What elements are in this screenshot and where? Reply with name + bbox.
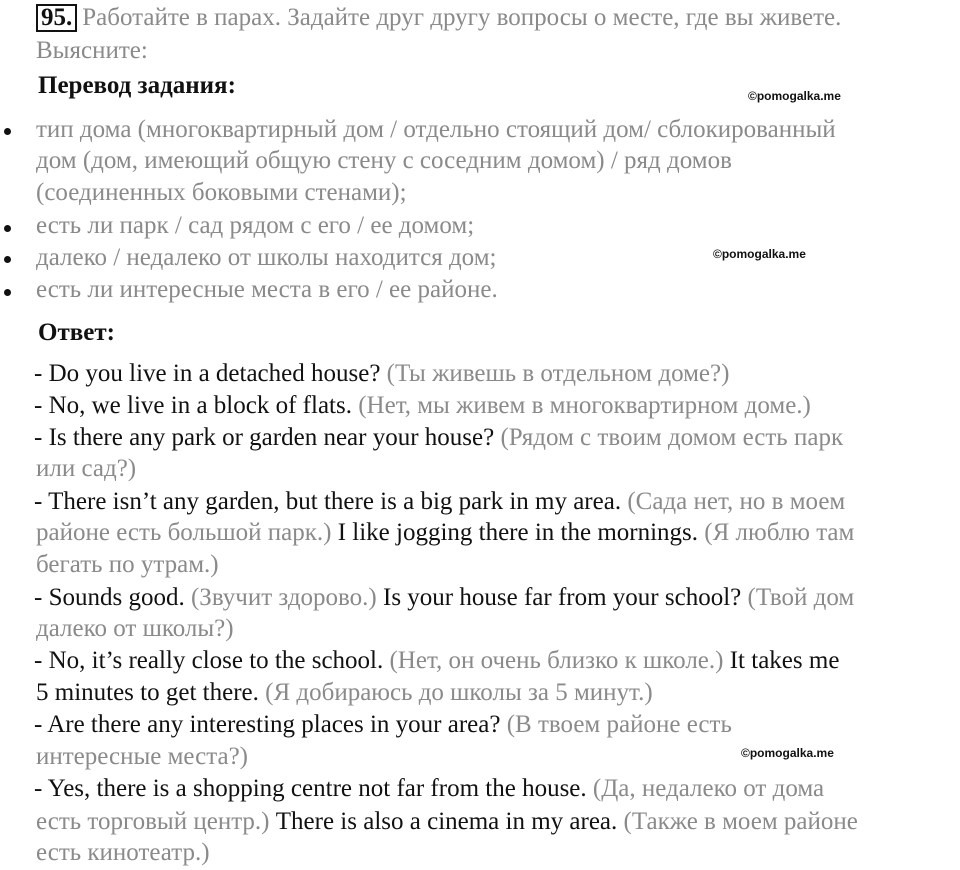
dialogue-line-1 <box>34 359 729 389</box>
dialogue-line-2 <box>34 391 811 421</box>
line-12-en: - Are there any interesting places in your area? <box>34 711 501 738</box>
line-14-ru: (Да, недалеко от дома <box>586 775 825 802</box>
watermark-3: ©pomogalka.me <box>741 746 834 760</box>
line-8-ru: (Звучит здорово.) <box>184 584 377 611</box>
bullet-dot-3 <box>4 256 11 263</box>
line-11-en: 5 minutes to get there. <box>36 679 259 706</box>
line-6-ru: районе есть большой парк.) <box>36 519 332 546</box>
line-3-ru: (Рядом с твоим домом есть парк <box>494 424 844 451</box>
line-2-en: - No, we live in a block of flats. <box>34 392 352 419</box>
line-6-en: I like jogging there in the mornings. <box>331 519 699 546</box>
dialogue-line-4: или сад?) <box>36 455 137 482</box>
bullet-dot-4 <box>4 289 11 296</box>
dialogue-line-6 <box>36 518 854 548</box>
line-10-en-2: It takes me <box>723 647 840 674</box>
bullet-1-line-3: (соединенных боковыми стенами); <box>36 179 407 206</box>
dialogue-line-5 <box>34 487 845 517</box>
bullet-dot-1 <box>4 128 11 135</box>
line-15-en: There is also a cinema in my area. <box>269 808 618 835</box>
dialogue-line-12 <box>34 710 732 740</box>
task-line-2: Выясните: <box>36 37 148 64</box>
line-3-en: - Is there any park or garden near your house? <box>34 424 495 451</box>
line-8-en-2: Is your house far from your school? <box>376 584 742 611</box>
line-5-ru: (Сада нет, но в моем <box>621 488 846 515</box>
line-12-ru: (В твоем районе есть <box>500 711 732 738</box>
line-10-en: - No, it’s really close to the school. <box>34 647 384 674</box>
line-6-ru-2: (Я люблю там <box>698 519 855 546</box>
dialogue-line-11 <box>36 678 653 708</box>
bullet-dot-2 <box>4 225 11 232</box>
dialogue-line-8 <box>34 583 854 613</box>
answer-heading: Ответ: <box>38 319 115 346</box>
dialogue-line-16: есть кинотеатр.) <box>36 839 210 866</box>
task-number: 95. <box>36 4 77 32</box>
line-11-ru: (Я добираюсь до школы за 5 минут.) <box>258 679 653 706</box>
dialogue-line-15 <box>36 807 858 837</box>
task-line-1 <box>36 3 841 33</box>
bullet-2: есть ли парк / сад рядом с его / ее домом; <box>36 212 475 239</box>
line-1-en: - Do you live in a detached house? <box>34 360 381 387</box>
bullet-3: далеко / недалеко от школы находится дом; <box>36 244 497 271</box>
bullet-1-line-1: тип дома (многоквартирный дом / отдельно стоящий дом/ сблокированный <box>36 116 836 143</box>
watermark-2: ©pomogalka.me <box>713 247 806 261</box>
dialogue-line-10 <box>34 646 839 676</box>
dialogue-line-14 <box>34 774 824 804</box>
bullet-4: есть ли интересные места в его / ее районе. <box>36 276 498 303</box>
line-15-ru-2: (Также в моем районе <box>617 808 858 835</box>
task-text-1: Работайте в парах. Задайте друг другу вопросы о месте, где вы живете. <box>82 4 842 31</box>
translation-heading: Перевод задания: <box>38 72 236 99</box>
watermark-1: ©pomogalka.me <box>748 89 841 103</box>
line-8-ru-2: (Твой дом <box>741 584 855 611</box>
dialogue-line-9: далеко от школы?) <box>36 615 234 642</box>
line-1-ru: (Ты живешь в отдельном доме?) <box>380 360 730 387</box>
line-5-en: - There isn’t any garden, but there is a big park in my area. <box>34 488 622 515</box>
line-14-en: - Yes, there is a shopping centre not far from the house. <box>34 775 587 802</box>
dialogue-line-7: бегать по утрам.) <box>36 551 219 578</box>
bullet-1-line-2: дом (дом, имеющий общую стену с соседним домом) / ряд домов <box>36 147 732 174</box>
line-15-ru: есть торговый центр.) <box>36 808 270 835</box>
dialogue-line-13: интересные места?) <box>36 743 248 770</box>
line-8-en: - Sounds good. <box>34 584 185 611</box>
line-10-ru: (Нет, он очень близко к школе.) <box>383 647 724 674</box>
line-2-ru: (Нет, мы живем в многоквартирном доме.) <box>351 392 811 419</box>
dialogue-line-3 <box>34 423 843 453</box>
